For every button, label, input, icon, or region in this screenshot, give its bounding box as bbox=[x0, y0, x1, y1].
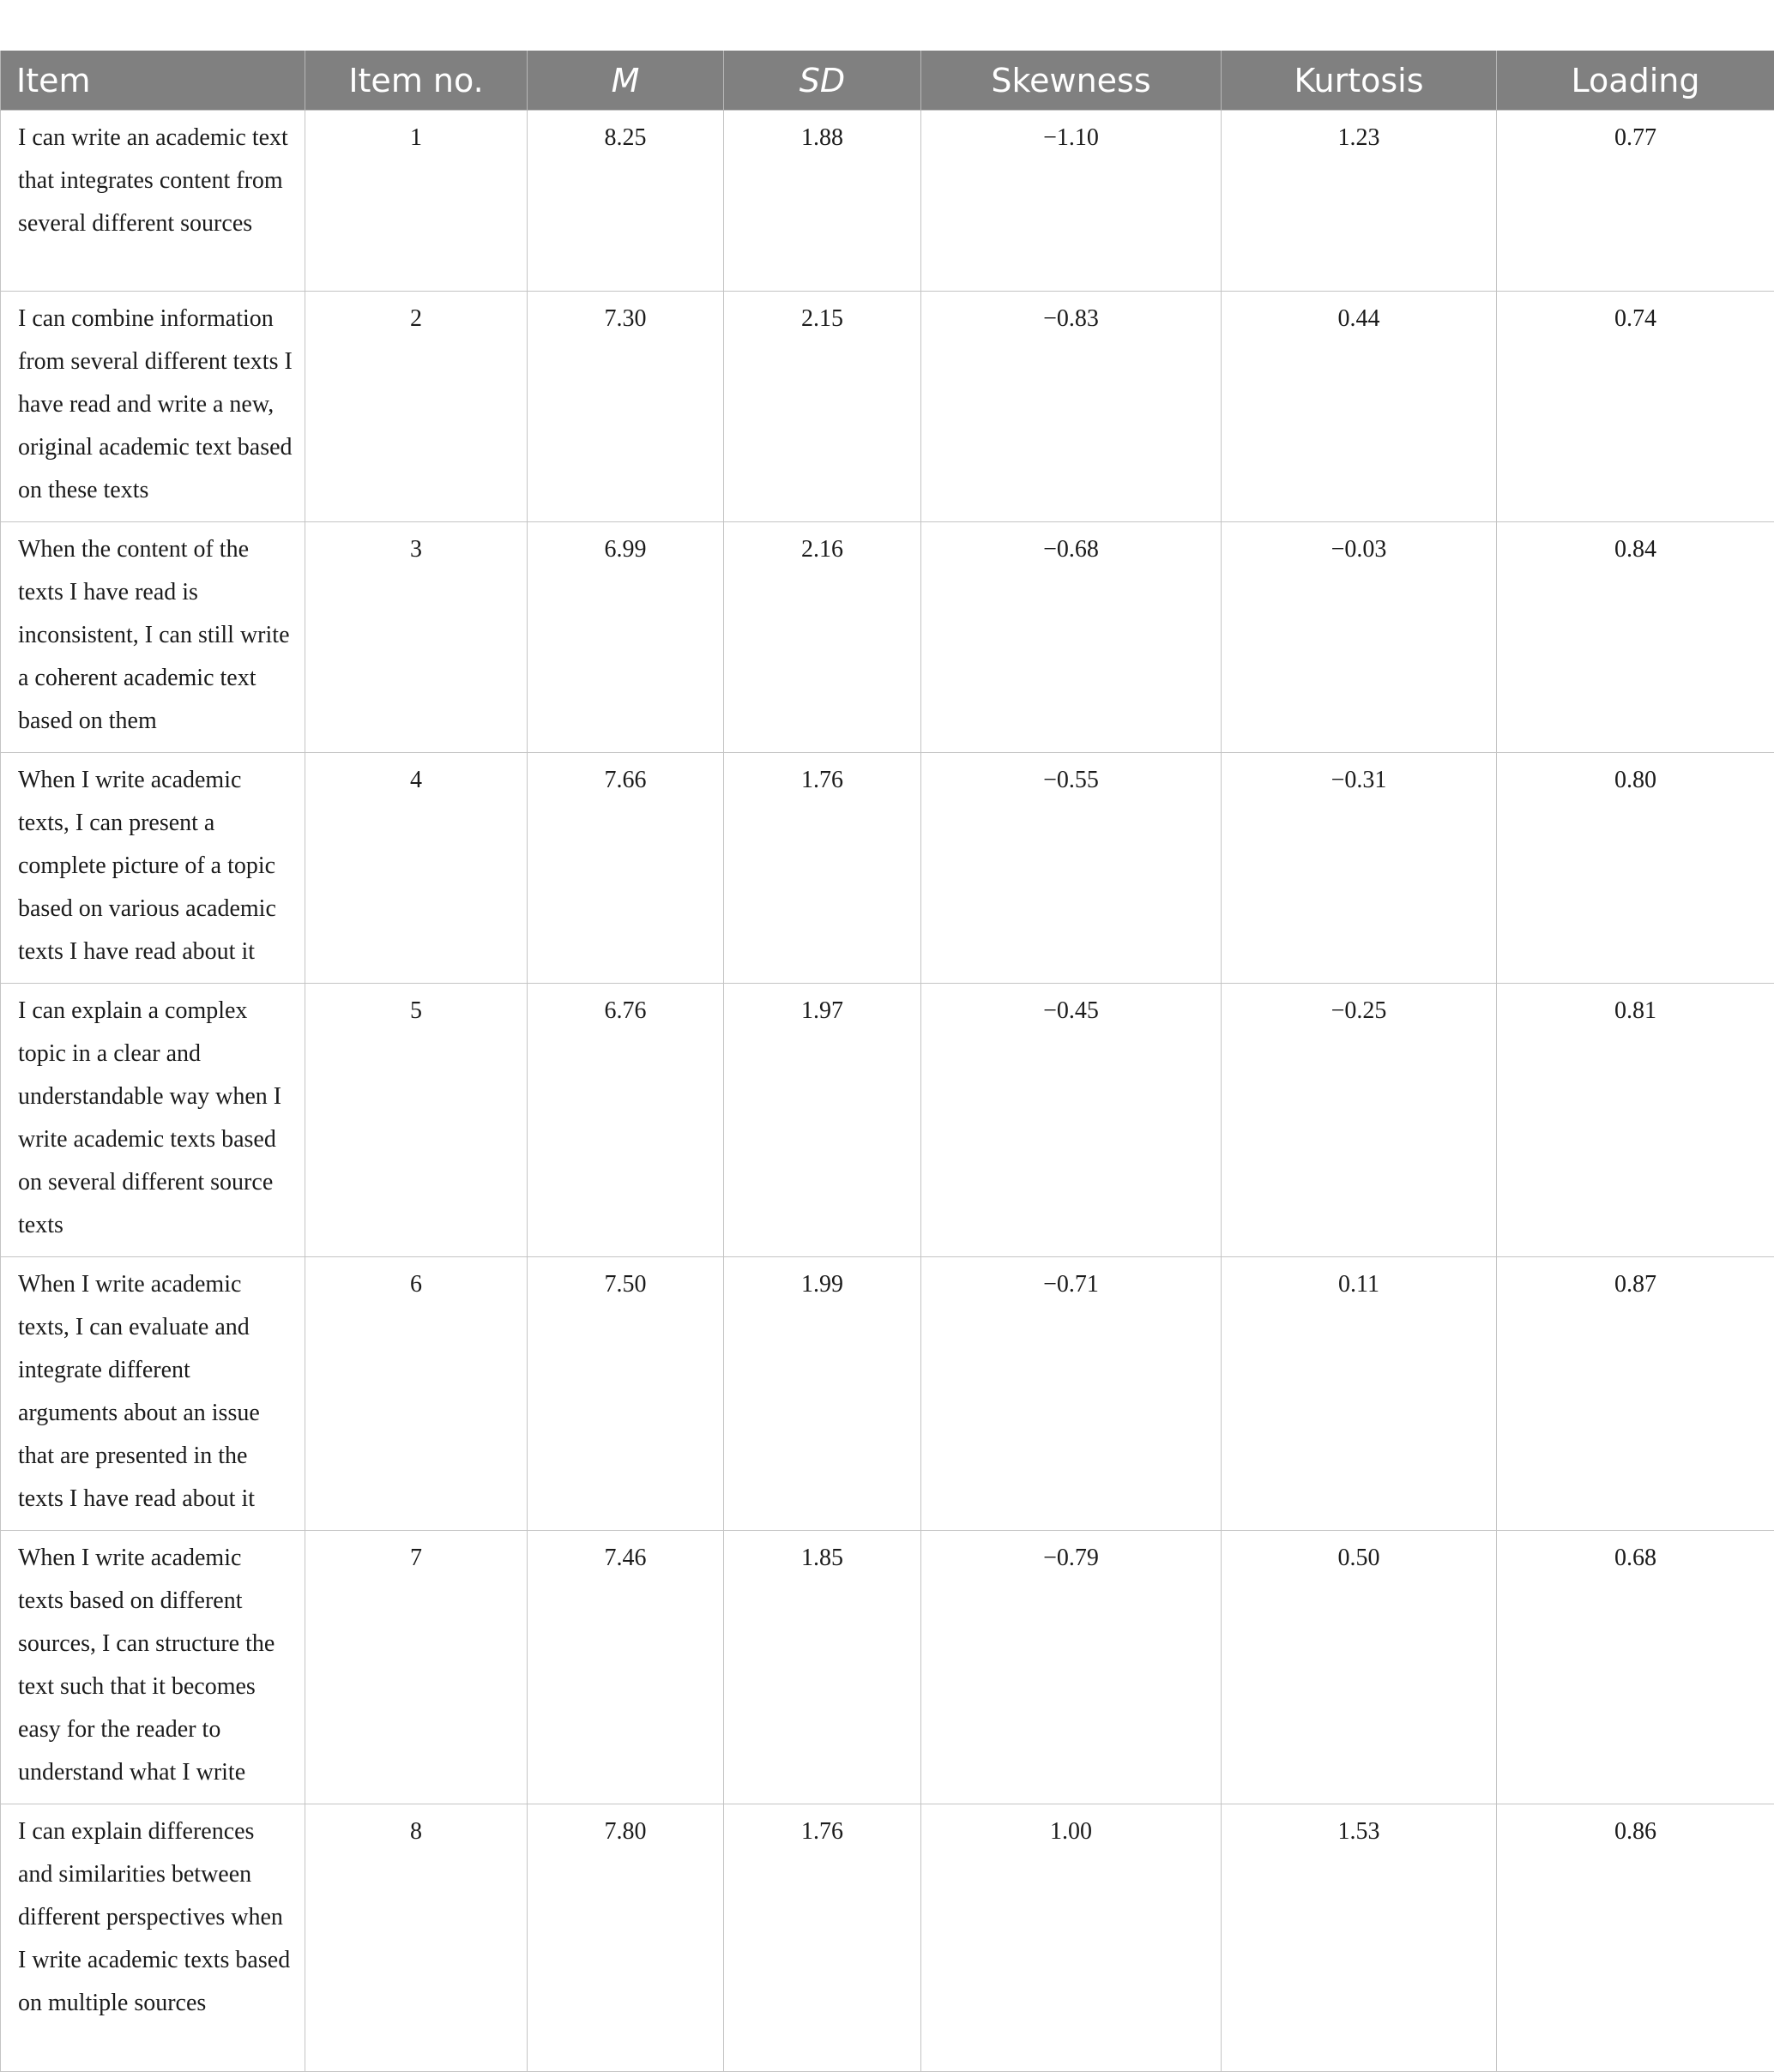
skewness-cell: −0.55 bbox=[921, 753, 1222, 984]
sd-cell: 1.76 bbox=[724, 1804, 921, 2072]
table-row bbox=[1, 111, 1774, 292]
item-text-cell: When I write academic texts, I can present a complete picture of a topic based on various academic texts I have read about it bbox=[1, 753, 305, 984]
mean-cell: 7.80 bbox=[528, 1804, 724, 2072]
item-text-cell: I can write an academic text that integrates content from several different sources bbox=[1, 111, 305, 292]
item-no-cell: 5 bbox=[305, 984, 528, 1257]
skewness-cell: −0.79 bbox=[921, 1531, 1222, 1804]
sd-cell: 1.76 bbox=[724, 753, 921, 984]
descriptives-table-container bbox=[0, 51, 1774, 2072]
sd-cell: 1.97 bbox=[724, 984, 921, 1257]
mean-cell: 7.50 bbox=[528, 1257, 724, 1531]
loading-cell: 0.86 bbox=[1497, 1804, 1774, 2072]
kurtosis-cell: 1.53 bbox=[1222, 1804, 1497, 2072]
header-sd: SD bbox=[724, 51, 921, 111]
skewness-cell: 1.00 bbox=[921, 1804, 1222, 2072]
header-item-no: Item no. bbox=[305, 51, 528, 111]
sd-cell: 1.99 bbox=[724, 1257, 921, 1531]
item-no-cell: 4 bbox=[305, 753, 528, 984]
descriptives-table bbox=[0, 51, 1774, 2072]
header-loading: Loading bbox=[1497, 51, 1774, 111]
kurtosis-cell: −0.25 bbox=[1222, 984, 1497, 1257]
table-row bbox=[1, 1531, 1774, 1804]
item-no-cell: 3 bbox=[305, 522, 528, 753]
item-no-cell: 8 bbox=[305, 1804, 528, 2072]
header-item: Item bbox=[1, 51, 305, 111]
table-body bbox=[1, 111, 1774, 2072]
item-no-cell: 7 bbox=[305, 1531, 528, 1804]
table-row bbox=[1, 984, 1774, 1257]
kurtosis-cell: 1.23 bbox=[1222, 111, 1497, 292]
kurtosis-cell: −0.03 bbox=[1222, 522, 1497, 753]
mean-cell: 7.30 bbox=[528, 292, 724, 522]
mean-cell: 8.25 bbox=[528, 111, 724, 292]
kurtosis-cell: 0.50 bbox=[1222, 1531, 1497, 1804]
item-no-cell: 1 bbox=[305, 111, 528, 292]
item-text-cell: When I write academic texts based on different sources, I can structure the text such that it becomes easy for the reader to understand what I write bbox=[1, 1531, 305, 1804]
skewness-cell: −0.45 bbox=[921, 984, 1222, 1257]
loading-cell: 0.81 bbox=[1497, 984, 1774, 1257]
header-mean: M bbox=[528, 51, 724, 111]
table-row bbox=[1, 522, 1774, 753]
header-kurtosis: Kurtosis bbox=[1222, 51, 1497, 111]
mean-cell: 6.99 bbox=[528, 522, 724, 753]
kurtosis-cell: −0.31 bbox=[1222, 753, 1497, 984]
sd-cell: 2.16 bbox=[724, 522, 921, 753]
skewness-cell: −0.83 bbox=[921, 292, 1222, 522]
table-row bbox=[1, 1257, 1774, 1531]
item-no-cell: 6 bbox=[305, 1257, 528, 1531]
header-skewness: Skewness bbox=[921, 51, 1222, 111]
kurtosis-cell: 0.11 bbox=[1222, 1257, 1497, 1531]
loading-cell: 0.68 bbox=[1497, 1531, 1774, 1804]
item-text-cell: I can explain differences and similarities between different perspectives when I write academic texts based on multiple sources bbox=[1, 1804, 305, 2072]
table-row bbox=[1, 292, 1774, 522]
item-text-cell: I can explain a complex topic in a clear and understandable way when I write academic texts based on several different source texts bbox=[1, 984, 305, 1257]
loading-cell: 0.87 bbox=[1497, 1257, 1774, 1531]
mean-cell: 6.76 bbox=[528, 984, 724, 1257]
table-row bbox=[1, 1804, 1774, 2072]
sd-cell: 1.85 bbox=[724, 1531, 921, 1804]
skewness-cell: −1.10 bbox=[921, 111, 1222, 292]
item-no-cell: 2 bbox=[305, 292, 528, 522]
header-row bbox=[1, 51, 1774, 111]
loading-cell: 0.77 bbox=[1497, 111, 1774, 292]
item-text-cell: When I write academic texts, I can evaluate and integrate different arguments about an issue that are presented in the texts I have read about it bbox=[1, 1257, 305, 1531]
loading-cell: 0.84 bbox=[1497, 522, 1774, 753]
loading-cell: 0.74 bbox=[1497, 292, 1774, 522]
kurtosis-cell: 0.44 bbox=[1222, 292, 1497, 522]
item-text-cell: When the content of the texts I have read is inconsistent, I can still write a coherent academic text based on them bbox=[1, 522, 305, 753]
sd-cell: 1.88 bbox=[724, 111, 921, 292]
skewness-cell: −0.71 bbox=[921, 1257, 1222, 1531]
mean-cell: 7.66 bbox=[528, 753, 724, 984]
loading-cell: 0.80 bbox=[1497, 753, 1774, 984]
table-row bbox=[1, 753, 1774, 984]
sd-cell: 2.15 bbox=[724, 292, 921, 522]
skewness-cell: −0.68 bbox=[921, 522, 1222, 753]
item-text-cell: I can combine information from several different texts I have read and write a new, original academic text based on these texts bbox=[1, 292, 305, 522]
table-header bbox=[1, 51, 1774, 111]
mean-cell: 7.46 bbox=[528, 1531, 724, 1804]
